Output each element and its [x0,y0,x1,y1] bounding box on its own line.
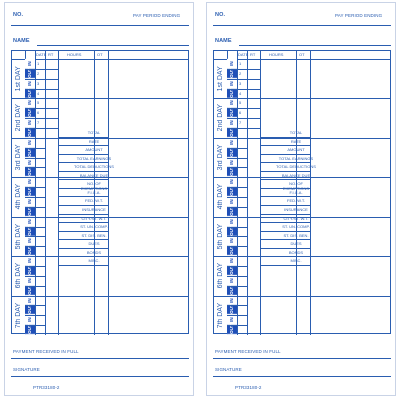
header-row-line [12,59,188,60]
out-marker: OUT [227,246,237,256]
form-code: PTR33180-2 [33,385,60,390]
payment-received-label: PAYMENT RECEIVED IN FULL [215,349,281,354]
summary-label: BALANCE DUE [79,172,109,178]
date-row-line [35,69,58,70]
summary-label: TOTAL DEDUCTIONS [276,164,316,170]
punch-row-line [25,246,45,247]
day-label: 7th DAY [217,302,224,329]
summary-row-line [260,265,310,266]
summary-row-line [58,256,108,257]
name-rule [239,45,391,46]
pay-period-label: PAY PERIOD ENDING [133,13,181,18]
in-marker: IN [227,276,237,286]
summary-label: CITY/ST. W.T. [283,215,309,221]
date-row-line [237,89,260,90]
summary-row-line [58,188,108,189]
out-marker: OUT [25,148,35,158]
out-marker: OUT [227,148,237,158]
punch-row-line [227,148,247,149]
summary-row-line [58,137,108,138]
summary-row-line [58,222,108,223]
punch-row-line [25,197,45,198]
in-marker: IN [25,256,35,266]
rt-col-divider [58,51,59,335]
out-marker: OUT [227,227,237,237]
in-marker: IN [227,138,237,148]
hours-column-header: HOURS [67,52,82,57]
summary-row-line [260,137,310,138]
summary-label: BONDS [288,249,304,255]
payment-received-label: PAYMENT RECEIVED IN FULL [13,349,79,354]
in-marker: IN [227,315,237,325]
in-marker: IN [227,177,237,187]
out-marker: OUT [227,325,237,335]
day-divider [214,296,390,297]
in-marker: IN [25,197,35,207]
in-marker: IN [25,177,35,187]
payment-rule [11,358,189,359]
punch-row-line [25,236,45,237]
summary-row-line [58,231,108,232]
punch-row-line [227,227,247,228]
out-marker: OUT [227,266,237,276]
summary-label: DUES [290,241,302,247]
date-row-line [35,118,58,119]
time-card-right [206,2,396,396]
punch-row-line [227,207,247,208]
in-marker: IN [25,236,35,246]
inout-col-divider [237,51,238,335]
day-label: 7th DAY [15,302,22,329]
date-number: 2 [239,70,242,76]
summary-label: BALANCE DUE [281,172,311,178]
date-row-line [35,108,58,109]
punch-row-line [25,276,45,277]
summary-label: F.I.C.A. [87,189,101,195]
out-marker: OUT [25,167,35,177]
day-label: 3rd DAY [15,144,22,171]
day-label: 5th DAY [15,223,22,250]
date-row-line [35,79,58,80]
payment-rule [213,358,391,359]
punch-row-line [25,305,45,306]
summary-row-line [58,179,108,180]
punch-row-line [25,315,45,316]
punch-row-line [25,167,45,168]
date-row-line [237,118,260,119]
out-marker: OUT [25,207,35,217]
summary-label: INSURANCE [82,206,106,212]
summary-row-line [260,171,310,172]
time-card-left [4,2,194,396]
punch-row-line [25,148,45,149]
summary-label: ST. DIS. BEN. [81,232,107,238]
ot-column-header: OT [299,52,305,57]
punch-row-line [227,197,247,198]
summary-label: TOTAL [289,130,303,135]
day-label: 5th DAY [217,223,224,250]
time-grid [11,50,189,334]
day-label: 6th DAY [15,263,22,289]
date-row-line [35,89,58,90]
summary-row-line [260,196,310,197]
punch-row-line [25,158,45,159]
name-label: NAME [215,38,232,44]
summary-label: NO. OF EXEMPTIONS [80,181,108,192]
in-marker: IN [25,118,35,128]
day-divider [12,296,188,297]
form-code: PTR33180-2 [235,385,262,390]
out-marker: OUT [25,286,35,296]
summary-row-line [58,248,108,249]
date-number: 6 [239,110,242,116]
signature-label: SIGNATURE [13,367,40,372]
day-label: 2nd DAY [15,104,22,132]
out-marker: OUT [25,128,35,138]
date-row-line [237,108,260,109]
date-col-divider [45,51,46,335]
date-row-line [237,98,260,99]
summary-label: ST. UN. COMP. [80,224,108,230]
summary-label: TOTAL DEDUCTIONS [74,164,114,170]
day-label: 4th DAY [217,184,224,210]
punch-row-line [227,276,247,277]
out-marker: OUT [227,69,237,79]
date-number: 4 [37,90,40,96]
punch-row-line [227,266,247,267]
header-rule [213,25,391,26]
date-row-line [237,128,260,129]
date-number: 7 [37,120,40,126]
hours-column-header: HOURS [269,52,284,57]
out-marker: OUT [25,187,35,197]
summary-label: AMOUNT [85,147,103,153]
out-marker: OUT [227,167,237,177]
in-marker: IN [227,118,237,128]
out-marker: OUT [25,227,35,237]
out-marker: OUT [25,89,35,99]
summary-label: FED. W.T. [85,198,103,204]
punch-row-line [227,158,247,159]
signature-rule [11,376,189,377]
inout-col-divider [35,51,36,335]
summary-label: INSURANCE [284,206,308,212]
summary-row-line [260,248,310,249]
rt-col-divider [260,51,261,335]
summary-label: TOTAL EARNINGS [76,155,112,161]
in-marker: IN [25,296,35,306]
in-marker: IN [227,158,237,168]
date-number: 3 [37,80,40,86]
date-number: 5 [239,100,242,106]
summary-label: DUES [88,241,100,247]
summary-label: CITY/ST. W.T. [81,215,107,221]
name-label: NAME [13,38,30,44]
pay-period-label: PAY PERIOD ENDING [335,13,383,18]
day-label: 2nd DAY [217,104,224,132]
out-marker: OUT [227,207,237,217]
date-number: 2 [37,70,40,76]
in-marker: IN [227,98,237,108]
in-marker: IN [25,158,35,168]
ot-column-header: OT [97,52,103,57]
date-row-line [35,98,58,99]
summary-label: MISC. [88,258,100,264]
in-marker: IN [25,59,35,69]
day-label: 6th DAY [217,263,224,289]
summary-label: BONDS [86,249,102,255]
header-rule [11,25,189,26]
out-marker: OUT [227,286,237,296]
in-marker: IN [25,79,35,89]
signature-label: SIGNATURE [215,367,242,372]
summary-label: FED. W.T. [287,198,305,204]
summary-label: TOTAL [87,130,101,135]
card-number-label: NO. [215,12,226,18]
summary-label: AMOUNT [287,147,305,153]
card-number-label: NO. [13,12,24,18]
summary-label: MISC. [290,258,302,264]
in-marker: IN [25,217,35,227]
in-marker: IN [25,98,35,108]
summary-row-line [58,214,108,215]
in-marker: IN [227,217,237,227]
time-grid [213,50,391,334]
date-row-line [237,79,260,80]
summary-row-line [58,196,108,197]
date-col-divider [247,51,248,335]
summary-row-line [58,239,108,240]
date-number: 1 [37,61,40,66]
summary-label: TOTAL EARNINGS [278,155,314,161]
out-marker: OUT [227,305,237,315]
summary-row-line [260,162,310,163]
summary-row-line [58,171,108,172]
summary-row-line [260,179,310,180]
punch-row-line [227,305,247,306]
name-rule [37,45,189,46]
in-marker: IN [227,296,237,306]
summary-label: ST. UN. COMP. [282,224,310,230]
date-number: 4 [239,90,242,96]
day-label: 3rd DAY [217,144,224,171]
summary-row-line [260,256,310,257]
day-label: 4th DAY [15,184,22,210]
in-marker: IN [227,197,237,207]
date-row-line [35,128,58,129]
summary-row-line [58,265,108,266]
out-marker: OUT [227,89,237,99]
out-marker: OUT [25,69,35,79]
punch-row-line [25,227,45,228]
summary-row-line [260,231,310,232]
summary-label: F.I.C.A. [289,189,303,195]
summary-row-line [260,154,310,155]
punch-row-line [227,187,247,188]
summary-label: RATE [88,138,100,144]
in-marker: IN [227,256,237,266]
punch-row-line [227,315,247,316]
out-marker: OUT [25,246,35,256]
summary-row-line [260,214,310,215]
summary-row-line [260,222,310,223]
out-marker: OUT [227,128,237,138]
out-marker: OUT [227,187,237,197]
date-column-header: DATE [238,52,249,57]
punch-row-line [227,325,247,326]
summary-label: ST. DIS. BEN. [283,232,309,238]
punch-row-line [25,325,45,326]
date-number: 3 [239,80,242,86]
punch-row-line [227,167,247,168]
punch-row-line [25,286,45,287]
punch-row-line [227,236,247,237]
punch-row-line [227,246,247,247]
in-marker: IN [227,59,237,69]
out-marker: OUT [227,108,237,118]
day-label: 1st DAY [217,66,224,92]
day-label: 1st DAY [15,66,22,92]
in-marker: IN [227,79,237,89]
in-marker: IN [25,138,35,148]
summary-row-line [58,154,108,155]
punch-row-line [25,266,45,267]
summary-row-line [260,239,310,240]
date-number: 7 [239,120,242,126]
date-number: 1 [239,61,242,66]
in-marker: IN [227,236,237,246]
in-marker: IN [25,315,35,325]
summary-row-line [58,145,108,146]
summary-row-line [260,205,310,206]
punch-row-line [25,207,45,208]
summary-row-line [260,188,310,189]
date-number: 5 [37,100,40,106]
date-row-line [237,69,260,70]
header-row-line [214,59,390,60]
out-marker: OUT [25,266,35,276]
rt-column-header: RT [48,52,54,57]
punch-row-line [25,187,45,188]
summary-row-line [58,205,108,206]
summary-label: RATE [290,138,302,144]
out-marker: OUT [25,108,35,118]
out-marker: OUT [25,325,35,335]
punch-row-line [227,286,247,287]
signature-rule [213,376,391,377]
rt-column-header: RT [250,52,256,57]
summary-row-line [260,145,310,146]
summary-label: NO. OF EXEMPTIONS [282,181,310,192]
date-number: 6 [37,110,40,116]
out-marker: OUT [25,305,35,315]
summary-row-line [58,162,108,163]
in-marker: IN [25,276,35,286]
date-column-header: DATE [36,52,47,57]
